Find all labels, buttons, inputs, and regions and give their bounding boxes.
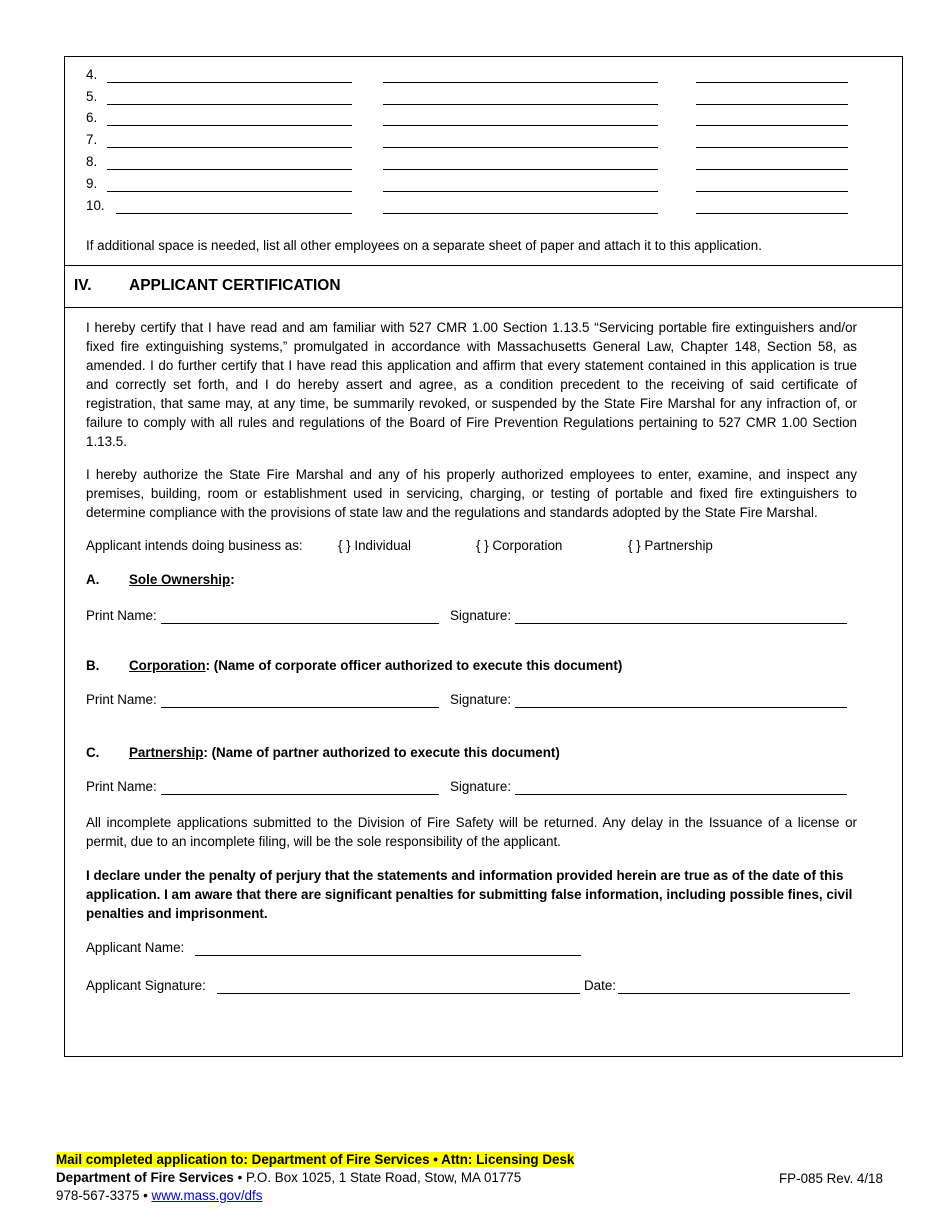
signature-field[interactable]: [515, 794, 847, 795]
employee-id-field[interactable]: [696, 125, 848, 126]
mailing-address: • P.O. Box 1025, 1 State Road, Stow, MA 01775: [233, 1170, 522, 1185]
subsection-a-heading: [129, 572, 235, 587]
section-number: IV.: [74, 277, 92, 294]
print-name-field[interactable]: [161, 707, 439, 708]
employee-id-field[interactable]: [696, 147, 848, 148]
row-number: 6.: [86, 110, 98, 125]
perjury-statement: I declare under the penalty of perjury that the statements and information provided herein are true as of the date of this application. I am aware that there are significant penalties for submitting false information, including possible fines, civil penalties and imprisonment.: [86, 868, 853, 921]
row-number: 9.: [86, 176, 98, 191]
employee-row: [65, 132, 902, 152]
option-partnership[interactable]: { } Partnership: [628, 538, 713, 553]
signature-label: Signature:: [450, 779, 512, 794]
employee-name-field[interactable]: [107, 82, 352, 83]
employee-info-field[interactable]: [383, 213, 658, 214]
employee-id-field[interactable]: [696, 213, 848, 214]
print-name-label: Print Name:: [86, 779, 157, 794]
business-type-label: Applicant intends doing business as:: [86, 538, 303, 553]
employee-info-field[interactable]: [383, 147, 658, 148]
section-header: [65, 265, 902, 308]
employee-name-field[interactable]: [107, 147, 352, 148]
subsection-c-letter: C.: [86, 745, 100, 760]
date-label: Date:: [584, 978, 617, 993]
applicant-signature-field[interactable]: [217, 993, 580, 994]
employee-info-field[interactable]: [383, 125, 658, 126]
applicant-name-label: Applicant Name:: [86, 940, 185, 955]
subsection-c-title: Partnership: [129, 745, 204, 760]
subsection-a-suffix: :: [230, 572, 235, 587]
subsection-c-heading: [129, 745, 560, 760]
row-number: 4.: [86, 67, 98, 82]
option-individual[interactable]: { } Individual: [338, 538, 411, 553]
employee-row: [65, 67, 902, 87]
row-number: 10.: [86, 198, 105, 213]
page-footer: [56, 1151, 574, 1205]
applicant-signature-label: Applicant Signature:: [86, 978, 206, 993]
print-name-field[interactable]: [161, 794, 439, 795]
corporation-signature-row: [86, 692, 849, 712]
employee-id-field[interactable]: [696, 169, 848, 170]
subsection-a-title: Sole Ownership: [129, 572, 231, 587]
subsection-a-letter: A.: [86, 572, 100, 587]
subsection-b-suffix: : (Name of corporate officer authorized to execute this document): [205, 658, 623, 673]
employee-name-field[interactable]: [107, 104, 352, 105]
subsection-b-letter: B.: [86, 658, 100, 673]
sole-ownership-signature-row: [86, 608, 849, 628]
employee-info-field[interactable]: [383, 169, 658, 170]
employee-row: [65, 110, 902, 130]
employee-row: [65, 89, 902, 109]
additional-space-note: If additional space is needed, list all other employees on a separate sheet of paper and attach it to this application.: [86, 238, 762, 253]
print-name-field[interactable]: [161, 623, 439, 624]
section-title: APPLICANT CERTIFICATION: [129, 277, 341, 294]
employee-name-field[interactable]: [107, 191, 352, 192]
employee-info-field[interactable]: [383, 82, 658, 83]
phone-number: 978-567-3375 •: [56, 1188, 152, 1203]
signature-label: Signature:: [450, 608, 512, 623]
employee-info-field[interactable]: [383, 191, 658, 192]
print-name-label: Print Name:: [86, 608, 157, 623]
authorization-paragraph: I hereby authorize the State Fire Marshal and any of his properly authorized employees to enter, examine, and inspect any premises, building, room or establishment used in servicing, charging, or testing of portable and fixed fire extinguishers to determine compliance with the provisions of state law and the regulations and standards adopted by the State Fire Marshal.: [86, 467, 857, 520]
mail-instructions: Mail completed application to: Department of Fire Services • Attn: Licensing Desk: [56, 1152, 575, 1167]
print-name-label: Print Name:: [86, 692, 157, 707]
employee-row: [65, 176, 902, 196]
form-number: FP-085 Rev. 4/18: [779, 1171, 883, 1186]
signature-label: Signature:: [450, 692, 512, 707]
employee-id-field[interactable]: [696, 191, 848, 192]
certification-paragraph: I hereby certify that I have read and am familiar with 527 CMR 1.00 Section 1.13.5 “Servicing portable fire extinguishers and/or fixed fire extinguishing systems,” promulgated in accordance with Massachusetts General Law, Chapter 148, Section 58, as amended. I do further certify that I have read this application and affirm that every statement contained in this application is true and correctly set forth, and I do hereby assert and agree, as a condition precedent to the receiving of said certificate of registration, that same may, at any time, be summarily revoked, or suspended by the State Fire Marshal for any infraction of, or failure to comply with all rules and regulations of the Board of Fire Prevention Regulations pertaining to 527 CMR 1.00 Section 1.13.5.: [86, 320, 857, 449]
option-corporation[interactable]: { } Corporation: [476, 538, 563, 553]
row-number: 7.: [86, 132, 98, 147]
form-frame: [64, 56, 903, 1057]
applicant-signature-row: [86, 978, 849, 998]
subsection-c-suffix: : (Name of partner authorized to execute this document): [203, 745, 560, 760]
employee-id-field[interactable]: [696, 82, 848, 83]
signature-field[interactable]: [515, 623, 847, 624]
employee-id-field[interactable]: [696, 104, 848, 105]
employee-name-field[interactable]: [107, 125, 352, 126]
website-link[interactable]: www.mass.gov/dfs: [151, 1188, 263, 1203]
subsection-b-title: Corporation: [129, 658, 206, 673]
incomplete-application-note: All incomplete applications submitted to the Division of Fire Safety will be returned. Any delay in the Issuance of a license or permit, due to an incomplete filing, will be the sole responsibility of the applicant.: [86, 815, 857, 849]
date-field[interactable]: [618, 993, 850, 994]
department-name: Department of Fire Services: [56, 1170, 234, 1185]
employee-row: [65, 198, 902, 218]
employee-info-field[interactable]: [383, 104, 658, 105]
row-number: 8.: [86, 154, 98, 169]
applicant-name-row: [86, 940, 849, 960]
partnership-signature-row: [86, 779, 849, 799]
subsection-b-heading: [129, 658, 622, 673]
employee-row: [65, 154, 902, 174]
signature-field[interactable]: [515, 707, 847, 708]
employee-name-field[interactable]: [107, 169, 352, 170]
row-number: 5.: [86, 89, 98, 104]
applicant-name-field[interactable]: [195, 955, 581, 956]
employee-name-field[interactable]: [116, 213, 352, 214]
